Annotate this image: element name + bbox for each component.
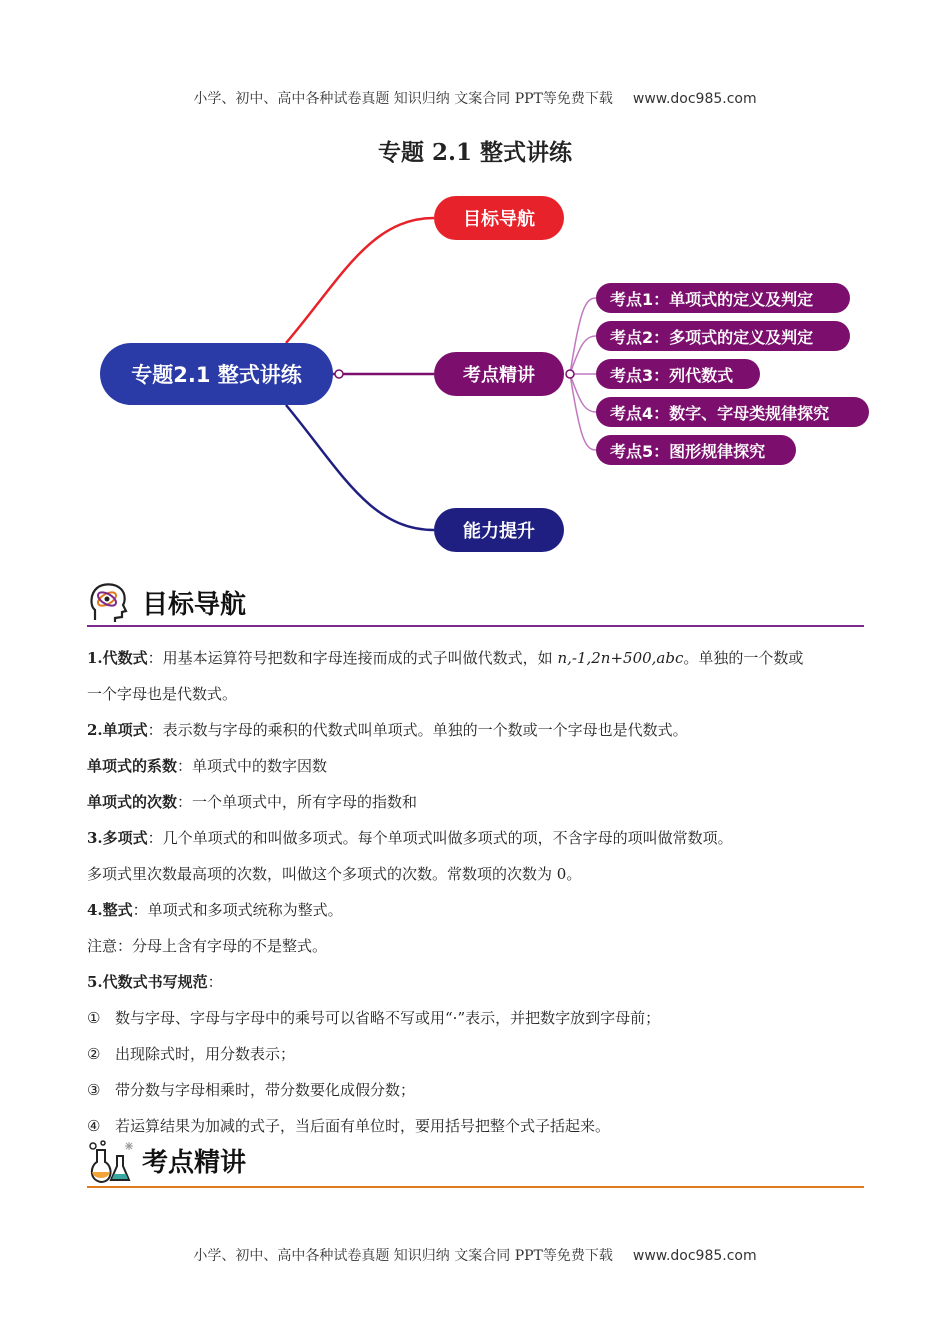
para-text: ：单项式中的数字因数 <box>177 757 328 775</box>
content-body <box>87 640 867 1144</box>
section-title-keypoints: 考点精讲 <box>142 1148 247 1178</box>
section-heading-target <box>87 580 864 630</box>
mindmap-branch-keypoints: 考点精讲 <box>434 352 564 396</box>
section-heading-keypoints <box>87 1140 864 1190</box>
header-text: 小学、初中、高中各种试卷真题 知识归纳 文案合同 PPT等免费下载 <box>193 91 613 107</box>
para-text: 。单独的一个数或 <box>683 649 804 667</box>
rule-item <box>87 1036 867 1072</box>
para-text: ：表示数与字母的乘积的代数式叫单项式。单独的一个数或一个字母也是代数式。 <box>147 721 688 739</box>
section-rule-target <box>87 625 864 627</box>
rule-text: 数与字母、字母与字母中的乘号可以省略不写或用“·”表示，并把数字放到字母前； <box>115 1009 661 1027</box>
rule-number: ① <box>87 1009 101 1027</box>
math-example: n,-1,2n+500,abc <box>557 649 684 667</box>
mindmap-branch-ability: 能力提升 <box>434 508 564 552</box>
brain-head-icon <box>87 580 131 624</box>
term-label: 5.代数式书写规范 <box>87 973 208 991</box>
connector-leaf-4 <box>570 374 596 412</box>
mindmap-leaf-5: 考点5：图形规律探究 <box>596 435 796 465</box>
rule-item <box>87 1000 867 1036</box>
para-text: ：单项式和多项式统称为整式。 <box>132 901 343 919</box>
mindmap-leaf-2: 考点2：多项式的定义及判定 <box>596 321 850 351</box>
term-label: 单项式的次数 <box>87 793 178 811</box>
para-algebraic-expression <box>87 640 867 676</box>
para-writing-rules <box>87 964 867 1000</box>
para-note: 注意：分母上含有字母的不是整式。 <box>87 937 328 955</box>
mindmap-leaf-4: 考点4：数字、字母类规律探究 <box>596 397 869 427</box>
para-degree <box>87 784 867 820</box>
para-text: ： <box>207 973 223 991</box>
mindmap-branch-target: 目标导航 <box>434 196 564 240</box>
page-title: 专题 2.1 整式讲练 <box>377 139 573 166</box>
para-polynomial-degree: 多项式里次数最高项的次数，叫做这个多项式的次数。常数项的次数为 0。 <box>87 865 582 883</box>
para-monomial <box>87 712 867 748</box>
term-label: 2.单项式 <box>87 721 148 739</box>
para-text: ：几个单项式的和叫做多项式。每个单项式叫做多项式的项，不含字母的项叫做常数项。 <box>147 829 733 847</box>
connector-node-keypoints <box>566 370 574 378</box>
section-title-target: 目标导航 <box>142 590 247 620</box>
page-header <box>0 88 950 108</box>
connector-root-ability <box>286 405 434 530</box>
para-polynomial <box>87 820 867 856</box>
connector-leaf-2 <box>570 336 596 374</box>
para-integral-expression <box>87 892 867 928</box>
page-footer <box>0 1245 950 1265</box>
term-label: 4.整式 <box>87 901 133 919</box>
term-label: 单项式的系数 <box>87 757 178 775</box>
rule-text: 若运算结果为加减的式子，当后面有单位时，要用括号把整个式子括起来。 <box>115 1117 611 1135</box>
term-label: 1.代数式 <box>87 649 148 667</box>
rule-number: ② <box>87 1045 101 1063</box>
para-text: ：用基本运算符号把数和字母连接而成的式子叫做代数式，如 <box>147 649 558 667</box>
footer-url[interactable]: www.doc985.com <box>632 1248 757 1264</box>
para-algebraic-cont: 一个字母也是代数式。 <box>87 685 238 703</box>
term-label: 3.多项式 <box>87 829 148 847</box>
rule-text: 带分数与字母相乘时，带分数要化成假分数； <box>115 1081 416 1099</box>
para-coefficient <box>87 748 867 784</box>
connector-root-target <box>286 218 434 343</box>
para-text: ：一个单项式中，所有字母的指数和 <box>177 793 418 811</box>
footer-text: 小学、初中、高中各种试卷真题 知识归纳 文案合同 PPT等免费下载 <box>193 1248 613 1264</box>
mindmap-leaf-3: 考点3：列代数式 <box>596 359 760 389</box>
connector-node-root <box>335 370 343 378</box>
rule-item <box>87 1072 867 1108</box>
rule-item <box>87 1108 867 1144</box>
mindmap-leaf-1: 考点1：单项式的定义及判定 <box>596 283 850 313</box>
lab-flask-icon <box>87 1140 135 1186</box>
rule-number: ③ <box>87 1081 101 1099</box>
section-rule-keypoints <box>87 1186 864 1188</box>
rule-number: ④ <box>87 1117 101 1135</box>
rule-text: 出现除式时，用分数表示； <box>115 1045 296 1063</box>
mindmap-root: 专题2.1 整式讲练 <box>100 343 333 405</box>
header-url[interactable]: www.doc985.com <box>632 91 757 107</box>
